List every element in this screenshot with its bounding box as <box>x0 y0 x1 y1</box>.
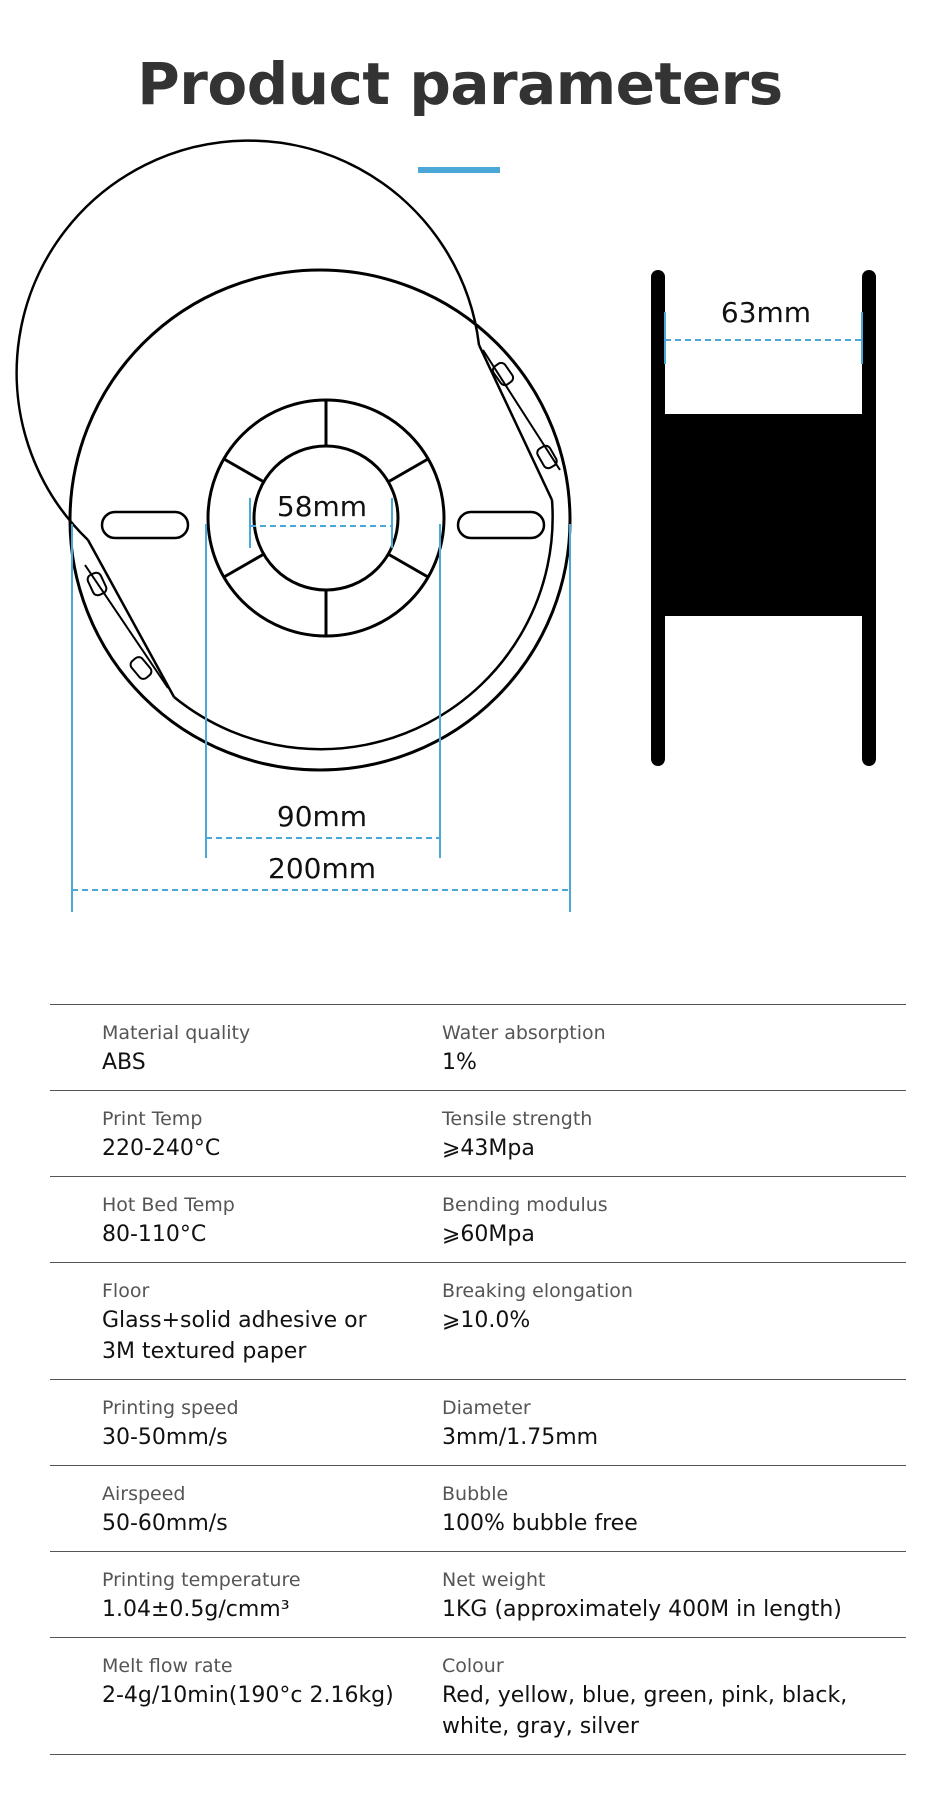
outer-dimension-label: 200mm <box>268 852 376 885</box>
spec-cell <box>440 1091 906 1177</box>
spec-label: Bubble <box>442 1483 509 1505</box>
spec-row <box>50 1091 906 1177</box>
spool-side-view <box>651 270 876 766</box>
cutout-edge-left <box>88 540 174 697</box>
spec-label: Floor <box>102 1280 150 1302</box>
spec-cell <box>440 1552 906 1638</box>
spec-value: 2-4g/10min(190°c 2.16kg) <box>102 1683 394 1708</box>
dimension-lines-front <box>72 498 570 912</box>
spec-row <box>50 1552 906 1638</box>
spec-value: 1KG (approximately 400M in length) <box>442 1597 842 1622</box>
hub-spoke <box>224 459 264 482</box>
spec-value: 220-240°C <box>102 1136 221 1161</box>
page-title: Product parameters <box>137 50 783 118</box>
spec-cell <box>50 1466 440 1552</box>
flange-slot-right <box>458 512 544 538</box>
spec-cell <box>50 1380 440 1466</box>
spec-value: 100% bubble free <box>442 1511 638 1536</box>
spec-cell <box>50 1263 440 1380</box>
spec-value: Glass+solid adhesive or 3M textured paper <box>102 1308 367 1364</box>
spec-value: ⩾60Mpa <box>442 1222 535 1247</box>
spec-cell <box>50 1005 440 1091</box>
spec-cell <box>440 1263 906 1380</box>
spec-row <box>50 1263 906 1380</box>
spec-label: Tensile strength <box>442 1108 593 1130</box>
spec-value: 50-60mm/s <box>102 1511 228 1536</box>
spec-label: Colour <box>442 1655 504 1677</box>
flange-slot-left <box>102 512 188 538</box>
spec-row <box>50 1638 906 1755</box>
side-barrel <box>665 414 862 616</box>
spec-label: Water absorption <box>442 1022 606 1044</box>
spec-value: ⩾43Mpa <box>442 1136 535 1161</box>
clip-slot <box>129 655 154 681</box>
spec-label: Hot Bed Temp <box>102 1194 235 1216</box>
spec-label: Breaking elongation <box>442 1280 633 1302</box>
spec-value: ⩾10.0% <box>442 1308 531 1333</box>
spec-label: Print Temp <box>102 1108 203 1130</box>
spec-cell <box>50 1552 440 1638</box>
spec-label: Printing speed <box>102 1397 239 1419</box>
inner-rim-upper <box>17 141 479 540</box>
side-flange-left <box>651 270 665 766</box>
spec-row <box>50 1177 906 1263</box>
spec-row <box>50 1005 906 1091</box>
width-dimension-label: 63mm <box>720 296 812 329</box>
hub-spoke <box>388 459 428 482</box>
spec-label: Net weight <box>442 1569 546 1591</box>
cutout-edge-right <box>479 345 552 500</box>
bore-dimension-label: 58mm <box>276 490 368 523</box>
hub-dimension-label: 90mm <box>276 800 368 833</box>
cutout-inner-left <box>85 565 168 688</box>
spec-value: 1% <box>442 1050 477 1075</box>
spec-value: 3mm/1.75mm <box>442 1425 599 1450</box>
spec-label: Diameter <box>442 1397 531 1419</box>
clip-slot <box>535 444 558 470</box>
spec-cell <box>50 1091 440 1177</box>
cutout-inner-right <box>483 350 560 470</box>
spec-cell <box>440 1005 906 1091</box>
spec-label: Bending modulus <box>442 1194 608 1216</box>
spec-cell <box>50 1177 440 1263</box>
spec-value: 30-50mm/s <box>102 1425 228 1450</box>
spec-row <box>50 1380 906 1466</box>
hub-spoke <box>388 554 428 577</box>
spec-label: Material quality <box>102 1022 251 1044</box>
spec-label: Printing temperature <box>102 1569 301 1591</box>
spec-table <box>50 1004 906 1755</box>
spec-label: Melt flow rate <box>102 1655 233 1677</box>
spec-cell <box>440 1638 906 1755</box>
spec-label: Airspeed <box>102 1483 186 1505</box>
spec-value: Red, yellow, blue, green, pink, black, white, gray, silver <box>442 1683 848 1739</box>
hub-spoke <box>224 554 264 577</box>
spec-row <box>50 1466 906 1552</box>
spec-cell <box>440 1466 906 1552</box>
spec-value: 1.04±0.5g/cmm³ <box>102 1597 290 1622</box>
clip-slot <box>491 361 515 387</box>
spec-cell <box>440 1380 906 1466</box>
spec-cell <box>440 1177 906 1263</box>
spec-value: 80-110°C <box>102 1222 207 1247</box>
side-flange-right <box>862 270 876 766</box>
spool-front-view <box>17 141 570 770</box>
spec-value: ABS <box>102 1050 146 1075</box>
spec-cell <box>50 1638 440 1755</box>
